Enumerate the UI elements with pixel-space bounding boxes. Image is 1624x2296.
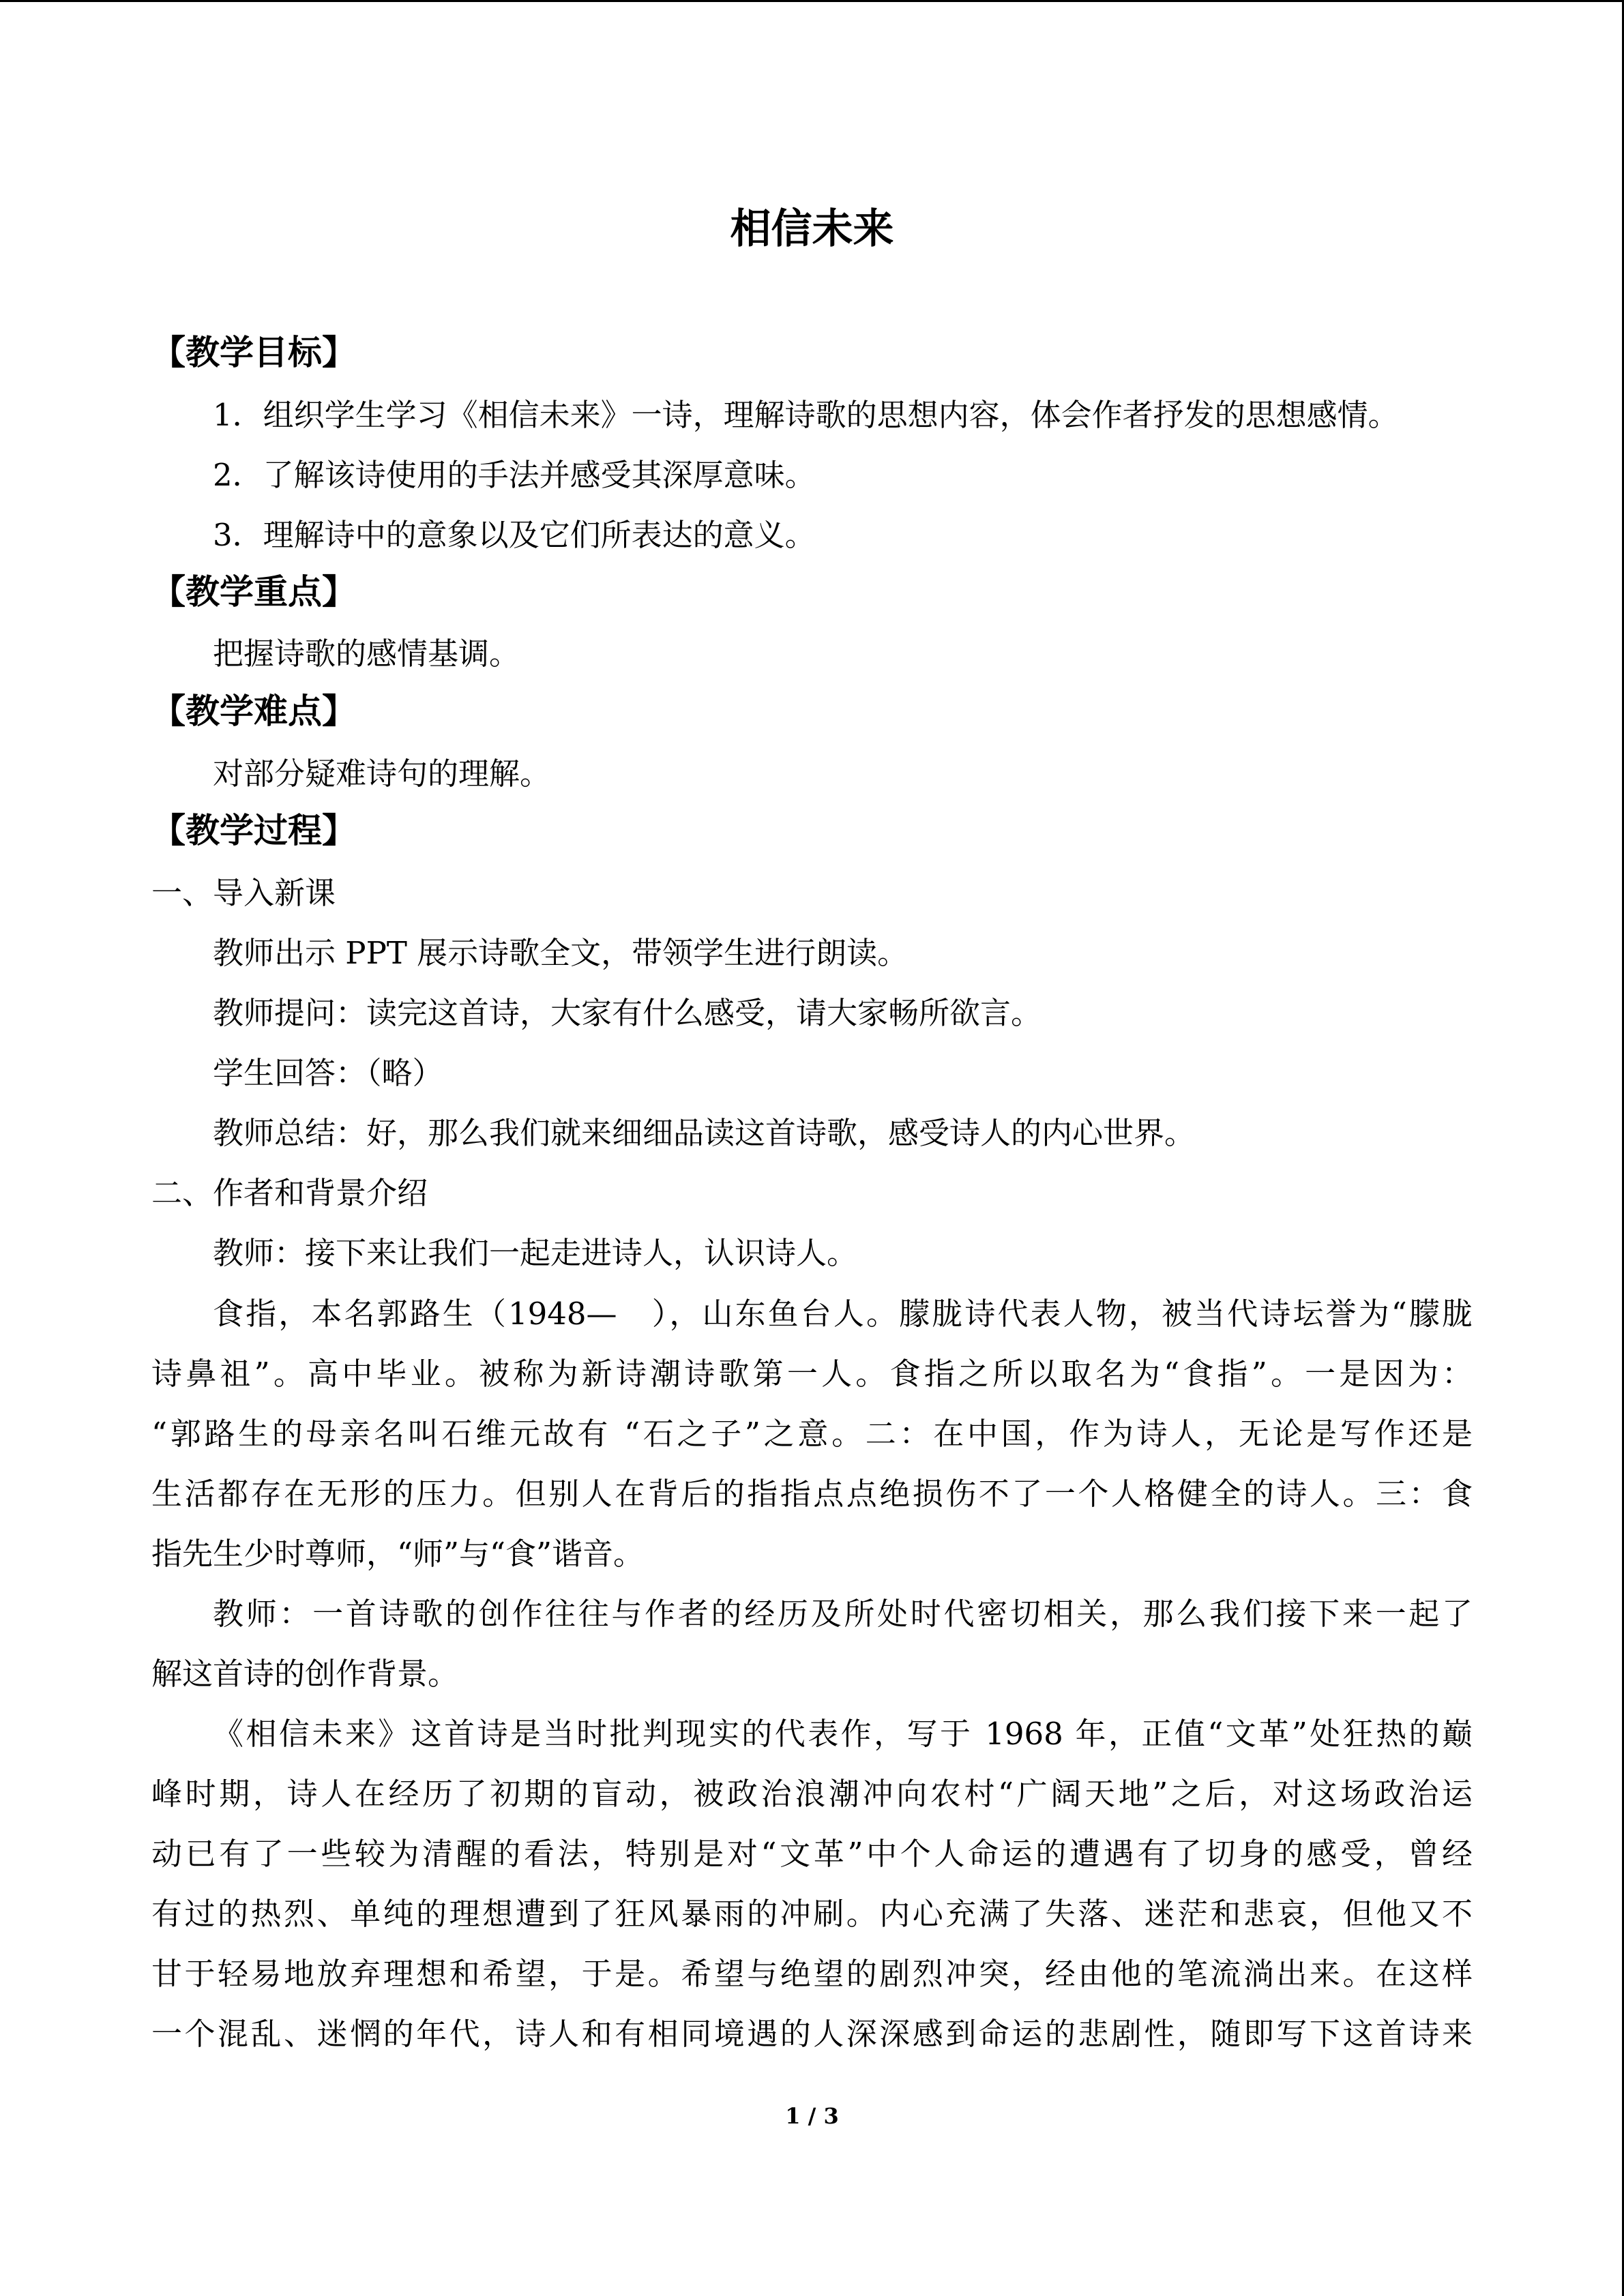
page-number: 1 / 3 [785,2103,839,2129]
section-heading-objectives: 【教学目标】 [151,333,356,372]
background-line: 峰时期，诗人在经历了初期的盲动，被政治浪潮冲向农村“广阔天地”之后，对这场政治运 [151,1776,1473,1812]
objective-item: 3．理解诗中的意象以及它们所表达的意义。 [213,517,816,553]
section-heading-difficulties: 【教学难点】 [151,691,356,731]
process-line: 学生回答：（略） [213,1055,443,1091]
bio-line: 生活都存在无形的压力。但别人在背后的指指点点绝损伤不了一个人格健全的诗人。三：食 [151,1476,1473,1512]
background-line: 动已有了一些较为清醒的看法，特别是对“文革”中个人命运的遭遇有了切身的感受，曾经 [151,1836,1473,1872]
process-part2-heading: 二、作者和背景介绍 [151,1175,428,1211]
page-border-top [0,0,1624,2]
background-line: 一个混乱、迷惘的年代，诗人和有相同境遇的人深深感到命运的悲剧性，随即写下这首诗来 [151,2016,1473,2052]
process-line: 教师提问：读完这首诗，大家有什么感受，请大家畅所欲言。 [213,995,1042,1031]
teacher-line: 教师：一首诗歌的创作往往与作者的经历及所处时代密切相关，那么我们接下来一起了 [213,1596,1473,1632]
process-line: 教师：接下来让我们一起走进诗人，认识诗人。 [213,1235,858,1271]
section-heading-key-points: 【教学重点】 [151,572,356,612]
objective-item: 1．组织学生学习《相信未来》一诗，理解诗歌的思想内容，体会作者抒发的思想感情。 [213,397,1399,433]
section-heading-process: 【教学过程】 [151,811,356,850]
bio-line: 食指，本名郭路生（1948— ），山东鱼台人。朦胧诗代表人物，被当代诗坛誉为“朦胧 [213,1296,1473,1332]
bio-line: 诗鼻祖”。高中毕业。被称为新诗潮诗歌第一人。食指之所以取名为“食指”。一是因为： [151,1356,1473,1392]
background-line: 有过的热烈、单纯的理想遭到了狂风暴雨的冲刷。内心充满了失落、迷茫和悲哀，但他又不 [151,1896,1473,1932]
bio-line: 指先生少时尊师，“师”与“食”谐音。 [151,1536,645,1572]
key-points-text: 把握诗歌的感情基调。 [213,636,520,672]
teacher-line: 解这首诗的创作背景。 [151,1656,459,1692]
background-line: 《相信未来》这首诗是当时批判现实的代表作，写于 1968 年，正值“文革”处狂热的巅 [213,1716,1473,1752]
process-line: 教师出示 PPT 展示诗歌全文，带领学生进行朗读。 [213,935,909,971]
bio-line: “郭路生的母亲名叫石维元故有 “石之子”之意。二：在中国，作为诗人，无论是写作还是 [151,1416,1473,1452]
page-title: 相信未来 [730,205,894,253]
difficulties-text: 对部分疑难诗句的理解。 [213,756,551,792]
objective-item: 2．了解该诗使用的手法并感受其深厚意味。 [213,457,816,493]
process-part1-heading: 一、导入新课 [151,875,336,911]
process-line: 教师总结：好，那么我们就来细细品读这首诗歌，感受诗人的内心世界。 [213,1115,1196,1151]
background-line: 甘于轻易地放弃理想和希望，于是。希望与绝望的剧烈冲突，经由他的笔流淌出来。在这样 [151,1956,1473,1992]
